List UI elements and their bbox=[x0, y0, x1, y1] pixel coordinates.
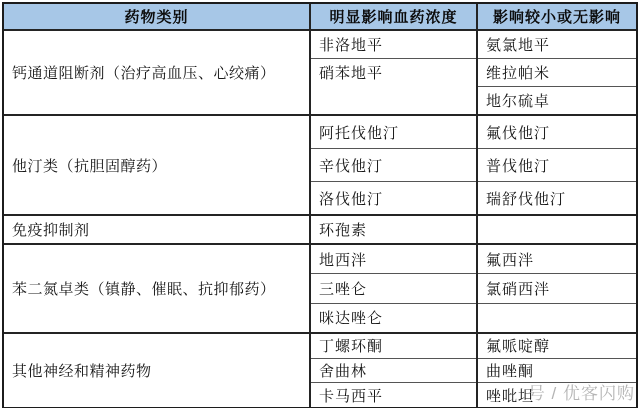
category-cell: 免疫抑制剂 bbox=[4, 216, 311, 243]
section-statins bbox=[4, 114, 636, 214]
minor-drugs-cell bbox=[478, 116, 636, 214]
drug-name: 氯硝西泮 bbox=[478, 273, 636, 302]
minor-drugs-cell bbox=[478, 216, 636, 243]
drug-name-empty bbox=[478, 216, 636, 243]
drug-name: 卡马西平 bbox=[311, 382, 476, 407]
category-cell: 苯二氮卓类（镇静、催眠、抗抑郁药） bbox=[4, 245, 311, 332]
drug-name: 丁螺环酮 bbox=[319, 339, 384, 356]
drug-name: 舍曲林 bbox=[311, 358, 476, 383]
drug-name: 普伐他汀 bbox=[478, 148, 636, 181]
drug-name: 氟伐他汀 bbox=[486, 125, 551, 142]
minor-drugs-cell bbox=[478, 245, 636, 332]
drug-name: 瑞舒伐他汀 bbox=[478, 181, 636, 214]
significant-drugs-cell bbox=[311, 116, 478, 214]
significant-drugs-cell bbox=[311, 31, 478, 114]
significant-drugs-cell bbox=[311, 334, 478, 407]
significant-drugs-cell bbox=[311, 216, 478, 243]
category-cell: 其他神经和精神药物 bbox=[4, 334, 311, 407]
table-header-row bbox=[4, 4, 636, 29]
section-calcium-channel-blockers bbox=[4, 29, 636, 114]
watermark-text: 号 / 优客闪购 bbox=[527, 384, 635, 403]
drug-name: 洛伐他汀 bbox=[311, 181, 476, 214]
drug-name: 氨氯地平 bbox=[486, 38, 551, 54]
minor-drugs-cell bbox=[478, 31, 636, 114]
drug-name-empty bbox=[311, 87, 476, 114]
drug-interaction-table bbox=[2, 2, 638, 408]
drug-name: 氟西泮 bbox=[486, 252, 535, 269]
category-cell: 他汀类（抗胆固醇药） bbox=[4, 116, 311, 214]
drug-name: 地西泮 bbox=[319, 252, 368, 269]
drug-name: 维拉帕米 bbox=[478, 58, 636, 86]
drug-name: 非洛地平 bbox=[319, 38, 384, 55]
drug-name: 硝苯地平 bbox=[311, 58, 476, 86]
section-benzodiazepines bbox=[4, 243, 636, 332]
drug-name: 环孢素 bbox=[319, 223, 368, 239]
drug-name: 地尔硫卓 bbox=[478, 86, 636, 114]
section-immunosuppressants bbox=[4, 214, 636, 243]
category-cell: 钙通道阻断剂（治疗高血压、心绞痛） bbox=[4, 31, 311, 114]
drug-name: 氟哌啶醇 bbox=[486, 339, 551, 356]
header-cell-significant-effect: 明显影响血药浓度 bbox=[311, 4, 478, 29]
drug-name: 曲唑酮 bbox=[478, 358, 636, 383]
drug-name: 阿托伐他汀 bbox=[319, 125, 400, 142]
header-cell-category: 药物类别 bbox=[4, 4, 311, 29]
header-cell-minor-effect: 影响较小或无影响 bbox=[478, 4, 636, 29]
drug-name-empty bbox=[478, 303, 636, 332]
drug-name: 三唑仑 bbox=[311, 273, 476, 302]
drug-name: 辛伐他汀 bbox=[311, 148, 476, 181]
significant-drugs-cell bbox=[311, 245, 478, 332]
drug-name: 唑吡坦 bbox=[478, 382, 636, 407]
drug-name: 咪达唑仑 bbox=[311, 303, 476, 332]
